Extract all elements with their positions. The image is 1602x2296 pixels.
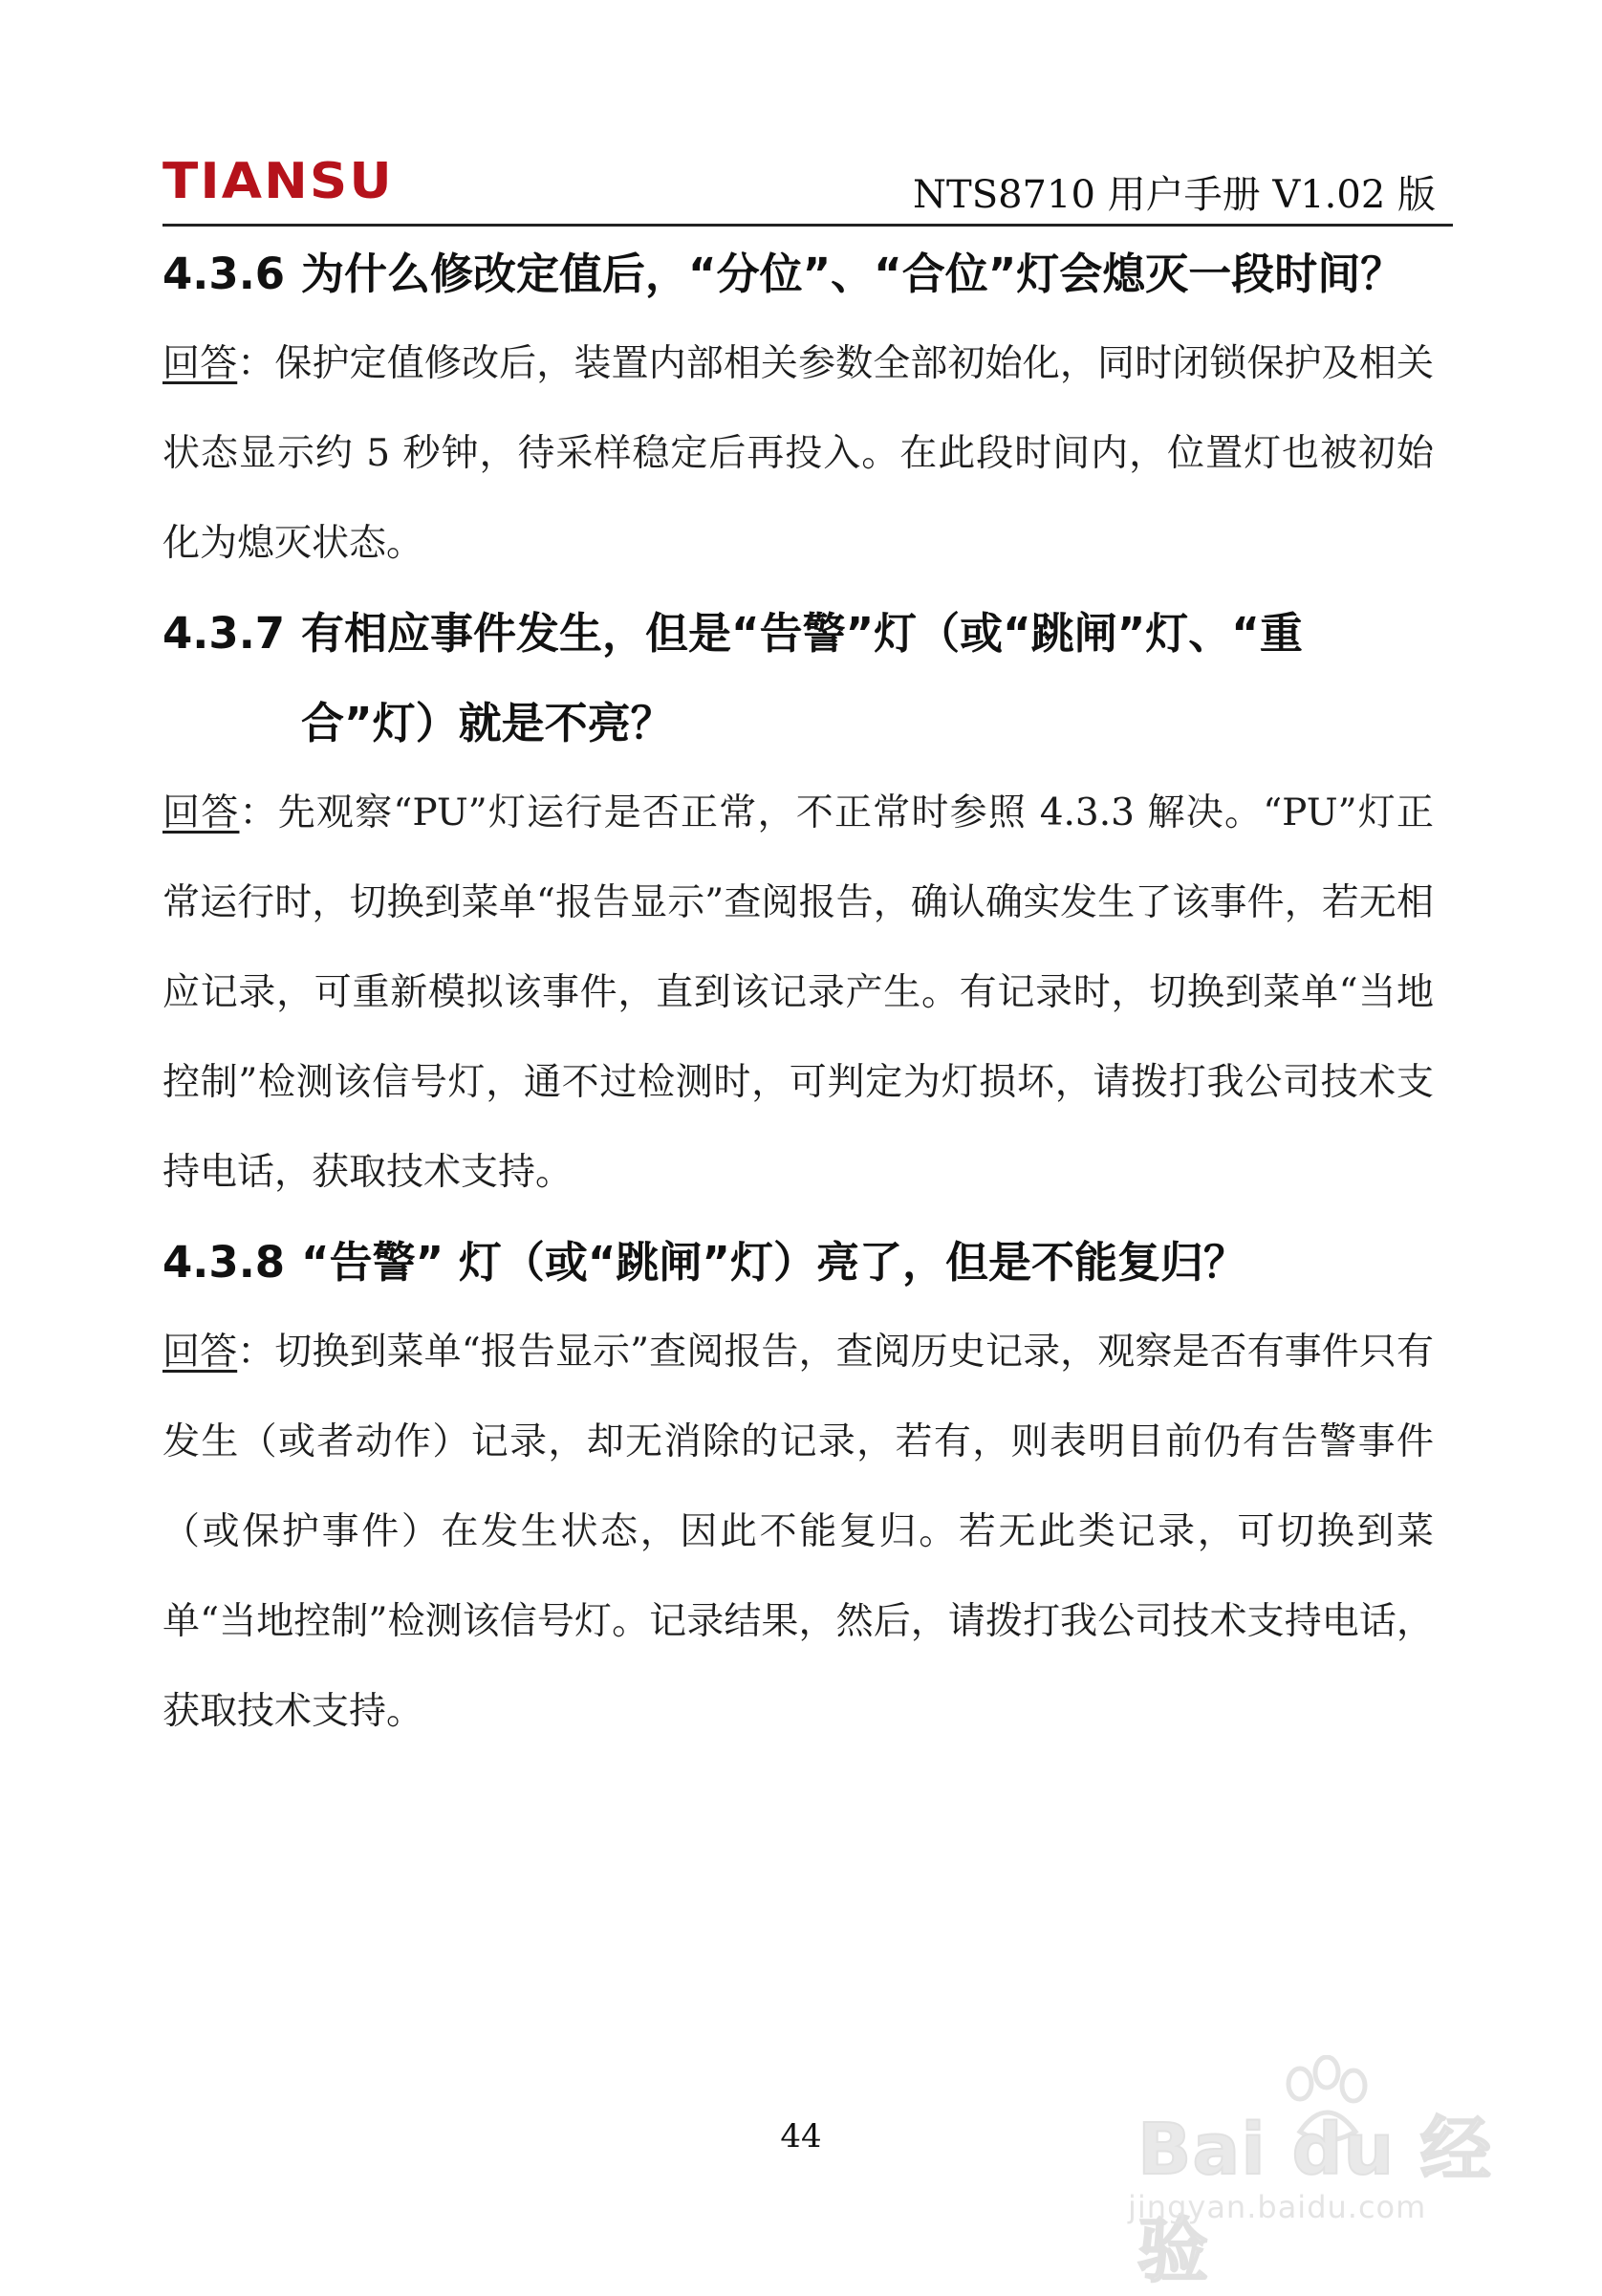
answer-paragraph xyxy=(162,1308,1434,1757)
section-number: 4.3.8 xyxy=(162,1237,286,1288)
baidu-jingyan-watermark xyxy=(1128,2055,1539,2292)
watermark-url: jingyan.baidu.com xyxy=(1128,2189,1427,2225)
answer-label: 回答 xyxy=(162,342,238,385)
answer-paragraph xyxy=(162,319,1434,589)
answer-paragraph xyxy=(162,769,1434,1218)
answer-text: ：先观察“PU”灯运行是否正常，不正常时参照 4.3.3 解决。“PU”灯正常运行时，切换到菜单“报告显示”查阅报告，确认确实发生了该事件，若无相应记录，可重新模拟该事件，直到该记录产生。有记录时，切换到菜单“当地控制”检测该信号灯，通不过检测时，可判定为灯损坏，请拨打我公司技术支持电话，获取技术支持。 xyxy=(162,791,1434,1194)
answer-label: 回答 xyxy=(162,1331,238,1374)
section-title: 为什么修改定值后，“分位”、“合位”灯会熄灭一段时间？ xyxy=(301,249,1404,299)
section-number: 4.3.6 xyxy=(162,249,286,299)
answer-label: 回答 xyxy=(162,791,240,834)
section-number: 4.3.7 xyxy=(162,608,286,659)
document-title: NTS8710 用户手册 V1.02 版 xyxy=(913,173,1436,217)
section-title: 有相应事件发生，但是“告警”灯（或“跳闸”灯、“重合”灯）就是不亮？ xyxy=(301,608,1303,748)
answer-text: ：切换到菜单“报告显示”查阅报告，查阅历史记录，观察是否有事件只有发生（或者动作）记录，却无消除的记录，若有，则表明目前仍有告警事件（或保护事件）在发生状态，因此不能复归。若无此类记录，可切换到菜单“当地控制”检测该信号灯。记录结果，然后，请拨打我公司技术支持电话，获取技术支持。 xyxy=(162,1331,1434,1733)
page-content xyxy=(162,229,1434,1757)
company-logo: TIANSU xyxy=(162,153,394,210)
section-heading xyxy=(162,1218,1434,1308)
page-number: 44 xyxy=(780,2117,822,2155)
answer-text: ：保护定值修改后，装置内部相关参数全部初始化，同时闭锁保护及相关状态显示约 5 秒钟，待采样稳定后再投入。在此段时间内，位置灯也被初始化为熄灭状态。 xyxy=(162,342,1434,565)
faq-section-4-3-8 xyxy=(162,1218,1434,1757)
page-header xyxy=(162,145,1453,227)
section-title: “告警” 灯（或“跳闸”灯）亮了，但是不能复归？ xyxy=(301,1237,1246,1288)
section-heading xyxy=(162,589,1434,769)
watermark-brand: Bai du 经验 xyxy=(1137,2109,1492,2292)
faq-section-4-3-7 xyxy=(162,589,1434,1218)
faq-section-4-3-6 xyxy=(162,229,1434,589)
section-heading xyxy=(162,229,1434,319)
